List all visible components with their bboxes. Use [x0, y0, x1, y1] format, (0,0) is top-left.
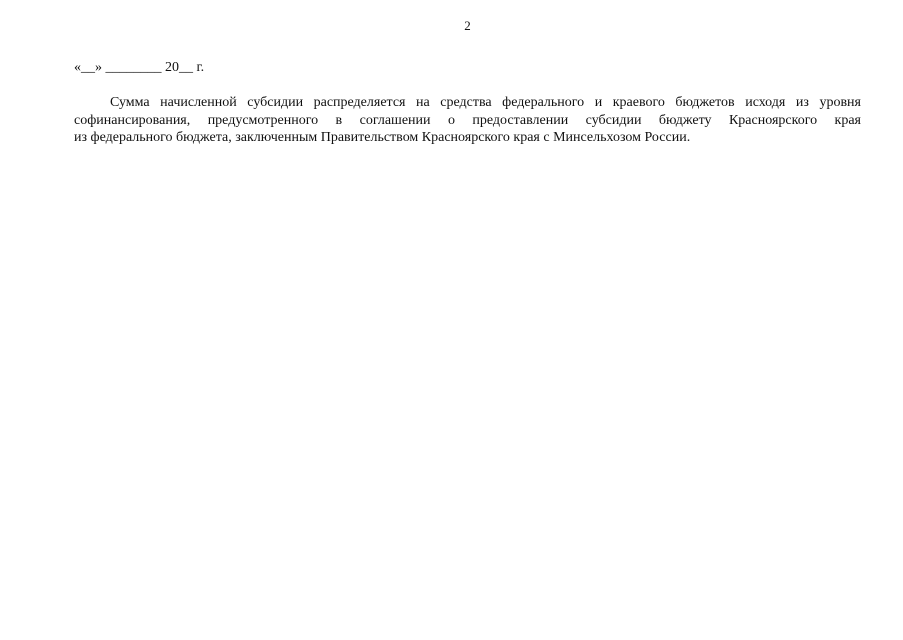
paragraph-line: софинансирования, предусмотренного в соглашении о предоставлении субсидии бюджету Красноярского края: [74, 112, 861, 128]
page-number: 2: [464, 18, 471, 33]
paragraph-subsidy-distribution: [74, 94, 861, 147]
paragraph-line: из федерального бюджета, заключенным Правительством Красноярского края с Минсельхозом России.: [74, 130, 691, 145]
paragraph-line: Сумма начисленной субсидии распределяется на средства федерального и краевого бюджетов исходя из уровня: [110, 95, 861, 110]
signature-date-line: «__» ________ 20__ г.: [74, 60, 205, 75]
